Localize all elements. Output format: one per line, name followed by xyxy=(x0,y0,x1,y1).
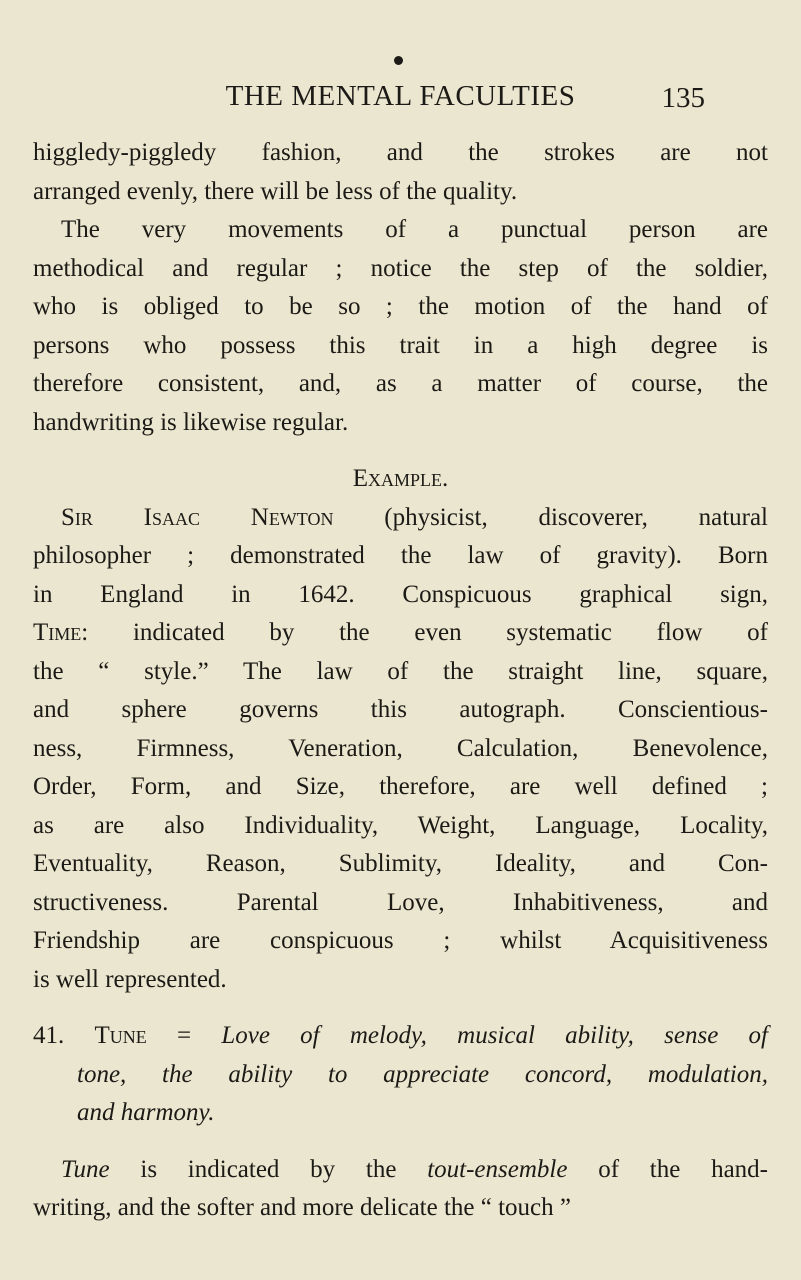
text-line: structiveness. Parental Love, Inhabitiveness, and xyxy=(33,888,768,916)
french-term: tout-ensemble xyxy=(427,1155,568,1183)
running-header xyxy=(0,80,801,120)
text-line: who is obliged to be so ; the motion of the hand of xyxy=(33,293,768,320)
text-span: of the hand- xyxy=(567,1155,768,1183)
text-line xyxy=(33,614,768,653)
text-line: and sphere governs this autograph. Conscientious- xyxy=(33,696,768,723)
page-body xyxy=(33,134,768,1228)
text-line: Friendship are conspicuous ; whilst Acquisitiveness xyxy=(33,927,768,954)
text-span: is indicated by the xyxy=(109,1155,428,1183)
text-line: arranged evenly, there will be less of the quality. xyxy=(33,177,518,205)
text-line: ness, Firmness, Veneration, Calculation, Benevolence, xyxy=(33,734,768,762)
definition-text: tone, the ability to appreciate concord, modulation, xyxy=(77,1060,768,1088)
header-bullet xyxy=(394,56,403,65)
text-line: Eventuality, Reason, Sublimity, Ideality, and Con- xyxy=(33,850,768,877)
text-line: writing, and the softer and more delicate the “ touch ” xyxy=(33,1194,571,1221)
text-line: philosopher ; demonstrated the law of gravity). Born xyxy=(33,542,768,569)
text-span: (physicist, discoverer, natural xyxy=(333,503,769,531)
equals-sign: = xyxy=(146,1022,222,1049)
text-line xyxy=(33,1151,768,1190)
text-line: Order, Form, and Size, therefore, are well defined ; xyxy=(33,773,768,800)
text-line: as are also Individuality, Weight, Language, Locality, xyxy=(33,811,768,839)
text-line: therefore consistent, and, as a matter of course, the xyxy=(33,370,768,397)
text-line: in England in 1642. Conspicuous graphical sign, xyxy=(33,580,768,608)
text-line: the “ style.” The law of the straight line, square, xyxy=(33,657,768,685)
text-line: The very movements of a punctual person are xyxy=(61,216,768,243)
definition-text: and harmony. xyxy=(77,1099,215,1126)
definition-line xyxy=(33,1056,768,1095)
person-name: Sir Isaac Newton xyxy=(61,503,334,531)
section-number: 41. xyxy=(33,1022,95,1049)
running-title: THE MENTAL FACULTIES xyxy=(225,80,576,112)
text-span: : indicated by the even systematic flow of xyxy=(81,619,768,646)
text-line: higgledy-piggledy fashion, and the strokes are not xyxy=(33,139,768,166)
faculty-term: Tune xyxy=(94,1022,147,1049)
text-line: persons who possess this trait in a high degree is xyxy=(33,331,768,359)
page-number: 135 xyxy=(661,82,705,114)
section-41-heading xyxy=(33,1017,768,1056)
text-line: handwriting is likewise regular. xyxy=(33,408,349,436)
faculty-term: Time xyxy=(33,619,82,646)
text-line: is well represented. xyxy=(33,965,227,993)
text-line xyxy=(33,499,768,538)
definition-text: Love of melody, musical ability, sense of xyxy=(221,1022,768,1049)
definition-line xyxy=(33,1094,768,1133)
faculty-term: Tune xyxy=(61,1155,110,1183)
text-line: methodical and regular ; notice the step of the soldier, xyxy=(33,254,768,282)
example-heading: Example. xyxy=(352,465,449,492)
